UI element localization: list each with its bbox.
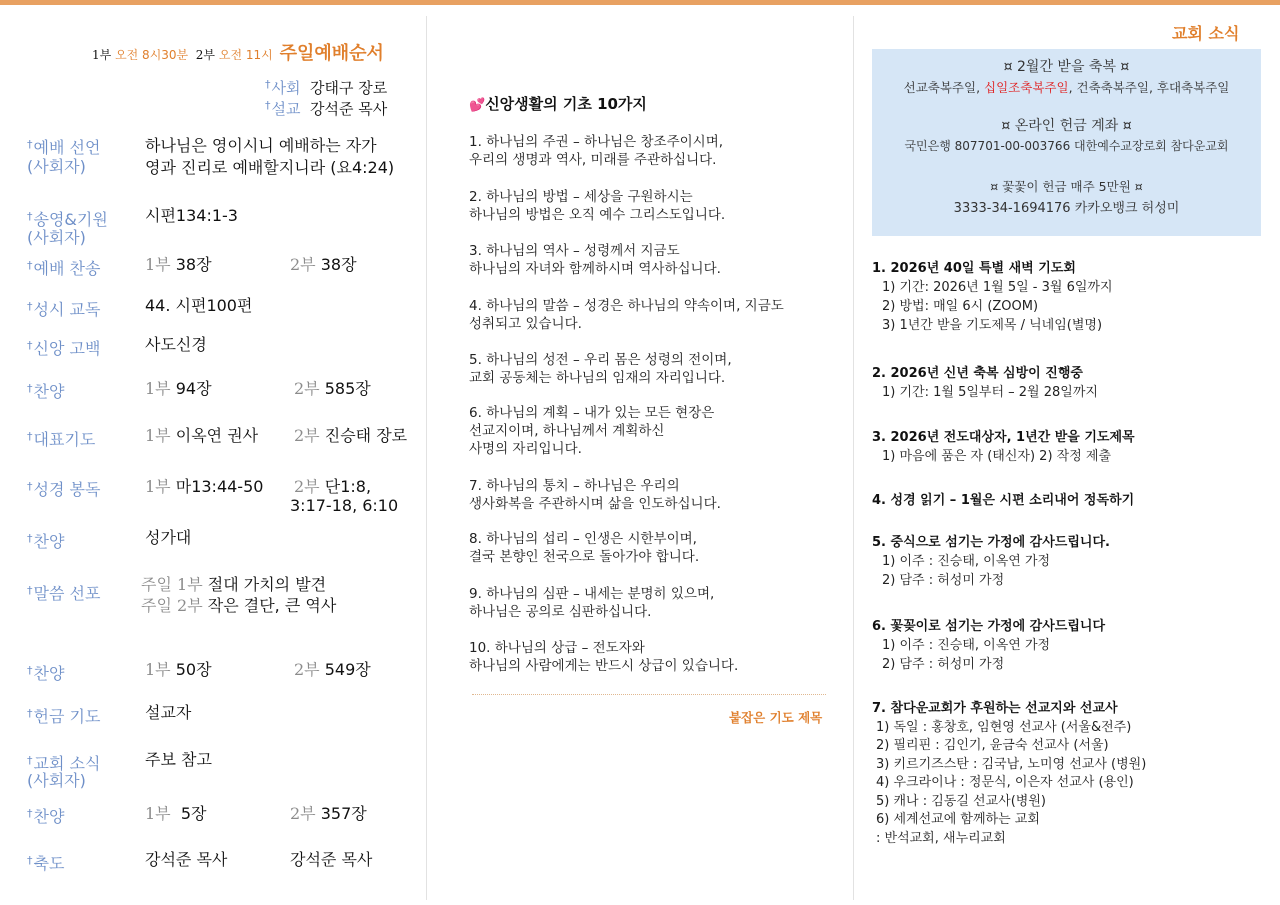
column-divider-right (853, 16, 854, 900)
preacher-line (265, 95, 387, 120)
order-label-praise-1: †찬양 (27, 382, 65, 401)
order-value-creed: 사도신경 (145, 335, 207, 354)
presider-label: 사회 (271, 79, 301, 97)
order-value-prayer-1: 1부 이옥연 권사 (145, 426, 259, 445)
order-value-praise-1b: 2부 585장 (294, 379, 371, 398)
faith-basic-item: 5. 하나님의 성전 – 우리 몸은 성령의 전이며, 교회 공동체는 하나님의 임재의 자리입니다. (469, 352, 732, 386)
order-label-offering-prayer: †헌금 기도 (27, 707, 101, 726)
order-label-doxology: †송영&기원 (27, 210, 108, 229)
order-label-call-to-worship: †예배 선언 (27, 138, 101, 157)
order-sub-doxology: (사회자) (27, 228, 86, 247)
faith-basic-item: 3. 하나님의 역사 – 성령께서 지금도 하나님의 자녀와 함께하시며 역사하십니다. (469, 243, 721, 277)
cross-mark: † (265, 99, 271, 112)
cross-mark: † (265, 78, 271, 91)
order-value-call-to-worship-2: 영과 진리로 예배할지니라 (요4:24) (145, 158, 395, 177)
faith-basic-item: 10. 하나님의 상급 – 전도자와 하나님의 사람에게는 반드시 상급이 있습니다. (469, 640, 739, 674)
order-value-sermon-2: 주일 2부 작은 결단, 큰 역사 (141, 596, 337, 615)
service-part-2: 2부 (195, 48, 216, 62)
order-label-creed: †신앙 고백 (27, 339, 101, 358)
service-part-1: 1부 (92, 48, 112, 62)
order-value-offering-prayer: 설교자 (145, 703, 192, 722)
order-sub-call-to-worship: (사회자) (27, 157, 86, 176)
presider-name: 강태구 장로 (310, 79, 388, 97)
news-item: 4. 성경 읽기 – 1월은 시편 소리내어 정독하기 (872, 493, 1135, 508)
order-value-scripture-1: 1부 마13:44-50 (145, 477, 264, 496)
flower-offering-account: 3333-34-1694176 카카오뱅크 허성미 (953, 201, 1180, 216)
service-times (92, 43, 384, 66)
hearts-icon: 💕 (469, 98, 486, 113)
order-value-benediction-2: 강석준 목사 (290, 850, 373, 869)
blessing-list: 선교축복주일, 십일조축복주일, 건축축복주일, 후대축복주일 (903, 80, 1230, 95)
order-value-choir: 성가대 (145, 528, 192, 547)
order-value-benediction-1: 강석준 목사 (145, 850, 228, 869)
faith-basic-item: 8. 하나님의 섭리 – 인생은 시한부이며, 결국 본향인 천국으로 돌아가야 합니다. (469, 531, 700, 565)
order-value-scripture-2: 2부 단1:8, (294, 477, 372, 496)
church-news-title: 교회 소식 (1172, 24, 1240, 43)
order-label-scripture: †성경 봉독 (27, 480, 101, 499)
order-value-announcements: 주보 참고 (145, 750, 212, 769)
info-box (872, 49, 1261, 236)
order-value-praise-2b: 2부 549장 (294, 660, 371, 679)
order-label-prayer: †대표기도 (27, 430, 96, 449)
news-item: 6. 꽃꽂이로 섬기는 가정에 감사드립니다 1) 이주 : 진승태, 이옥연 가정 2) 담주 : 허성미 가정 (872, 619, 1106, 672)
order-label-choir: †찬양 (27, 532, 65, 551)
order-label-responsive-reading: †성시 교독 (27, 300, 101, 319)
news-item: 3. 2026년 전도대상자, 1년간 받을 기도제목 1) 마음에 품은 자 (태신자) 2) 작정 제출 (872, 430, 1135, 464)
order-label-hymn: †예배 찬송 (27, 259, 101, 278)
news-item: 2. 2026년 신년 축복 심방이 진행중 1) 기간: 1월 5일부터 – 2월 28일까지 (872, 366, 1098, 400)
dotted-divider (472, 694, 826, 695)
flower-offering-heading: ¤ 꽃꽃이 헌금 매주 5만원 ¤ (990, 179, 1143, 194)
order-value-hymn-2: 2부 38장 (290, 255, 357, 274)
online-offering-heading: ¤ 온라인 헌금 계좌 ¤ (1001, 118, 1132, 134)
top-accent-bar (0, 0, 1280, 5)
order-label-sermon: †말씀 선포 (27, 584, 101, 603)
order-label-benediction: †축도 (27, 854, 65, 873)
order-value-praise-2a: 1부 50장 (145, 660, 212, 679)
order-value-praise-1a: 1부 94장 (145, 379, 212, 398)
order-label-announcements: †교회 소식 (27, 754, 101, 773)
faith-basic-item: 4. 하나님의 말씀 – 성경은 하나님의 약속이며, 지금도 성취되고 있습니다. (469, 298, 784, 332)
faith-basic-item: 7. 하나님의 통치 – 하나님은 우리의 생사화복을 주관하시며 삶을 인도하십니다. (469, 478, 721, 512)
news-item: 5. 중식으로 섬기는 가정에 감사드립니다. 1) 이주 : 진승태, 이옥연 가정 2) 담주 : 허성미 가정 (872, 535, 1110, 588)
news-item: 1. 2026년 40일 특별 새벽 기도회 1) 기간: 2026년 1월 5일 - 3월 6일까지 2) 방법: 매일 6시 (ZOOM) 3) 1년간 받을 기도제목 / 닉네임(별명) (872, 261, 1113, 333)
blessing-heading: ¤ 2월간 받을 축복 ¤ (1003, 59, 1130, 75)
service-time-2: 오전 11시 (218, 48, 273, 62)
order-value-call-to-worship: 하나님은 영이시니 예배하는 자가 (145, 136, 377, 155)
preacher-label: 설교 (271, 100, 301, 118)
online-offering-account: 국민은행 807701-00-003766 대한예수교장로회 참다운교회 (904, 139, 1229, 153)
order-label-praise-3: †찬양 (27, 807, 65, 826)
order-value-prayer-2: 2부 진승태 장로 (294, 426, 408, 445)
prayer-topics-label: 붙잡은 기도 제목 (729, 710, 823, 725)
order-value-praise-3a: 1부 5장 (145, 804, 207, 823)
order-value-sermon-1: 주일 1부 절대 가치의 발견 (141, 575, 327, 594)
faith-basics-title: 💕신앙생활의 기초 10가지 (469, 95, 647, 113)
service-time-1: 오전 8시30분 (115, 48, 189, 62)
news-item: 7. 참다운교회가 후원하는 선교지와 선교사 1) 독일 : 홍창호, 임현영 선교사 (서울&전주) 2) 필리핀 : 김인기, 윤금숙 선교사 (서울) 3) 키르기즈스탄 : 김국남, 노미영 선교사 (병원) 4) 우크라이나 : 정문식, 이은자 선교사 (용인) 5) 캐나 : 김동길 선교사(병원) 6) 세계선교에 함께하는 교회 : 반석교회, 새누리교회 (872, 701, 1147, 846)
page-title: 주일예배순서 (279, 43, 384, 64)
order-value-hymn-1: 1부 38장 (145, 255, 212, 274)
preacher-name: 강석준 목사 (310, 100, 388, 118)
faith-basic-item: 6. 하나님의 계획 – 내가 있는 모든 현장은 선교지이며, 하나님께서 계획하신 사명의 자리입니다. (469, 405, 715, 457)
column-divider-left (426, 16, 427, 900)
order-value-doxology: 시편134:1-3 (145, 206, 238, 225)
order-label-praise-2: †찬양 (27, 664, 65, 683)
faith-basic-item: 9. 하나님의 심판 – 내세는 분명히 있으며, 하나님은 공의로 심판하십니다. (469, 586, 715, 620)
order-value-praise-3b: 2부 357장 (290, 804, 367, 823)
order-value-responsive-reading: 44. 시편100편 (145, 296, 253, 315)
faith-basic-item: 1. 하나님의 주권 – 하나님은 창조주이시며, 우리의 생명과 역사, 미래를 주관하십니다. (469, 134, 724, 168)
order-value-scripture-2b: 3:17-18, 6:10 (290, 496, 399, 515)
faith-basic-item: 2. 하나님의 방법 – 세상을 구원하시는 하나님의 방법은 오직 예수 그리스도입니다. (469, 189, 726, 223)
order-sub-announcements: (사회자) (27, 771, 86, 790)
